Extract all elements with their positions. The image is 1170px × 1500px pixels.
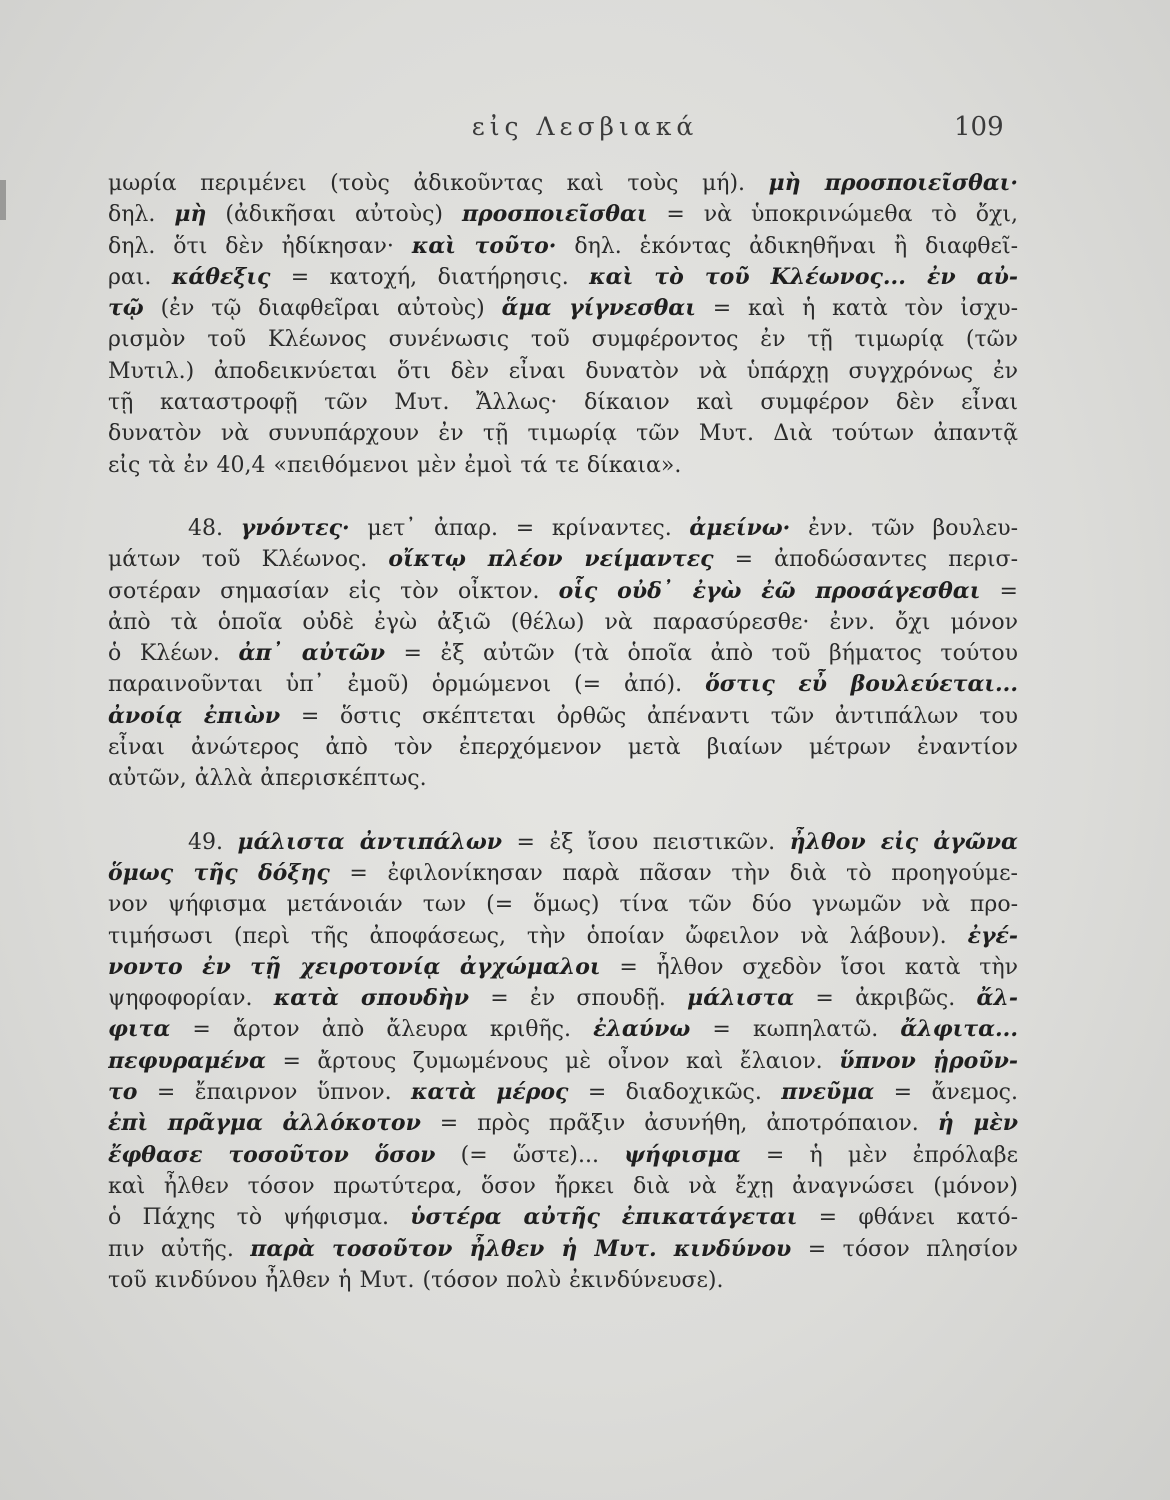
gloss-text: παραινοῦνται ὑπ᾽ ἐμοῦ) ὁρμώμενοι (= ἀπό). (108, 672, 706, 698)
gloss-text: τιμήσωσι (περὶ τῆς ἀποφάσεως, τὴν ὁποίαν ὤφειλον νὰ λάβουν). (108, 923, 968, 949)
text-line (108, 262, 1018, 293)
gloss-text: = πρὸς πρᾶξιν ἀσυνήθη, ἀποτρόπαιον. (420, 1111, 938, 1137)
text-line (108, 387, 1018, 418)
lemma-term: ἀμείνω· (689, 514, 791, 541)
gloss-text: = ἐν σπουδῇ. (469, 986, 688, 1012)
gloss-text: = νὰ ὑποκρινώμεθα τὸ ὄχι, (647, 202, 1018, 228)
text-line (108, 324, 1018, 355)
text-line (108, 418, 1018, 449)
lemma-term: προσποιεῖσθαι (461, 201, 648, 228)
lemma-term: καὶ τὸ τοῦ Κλέωνος... ἐν αὐ- (589, 263, 1018, 290)
text-line (108, 293, 1018, 324)
text-line (108, 1202, 1018, 1233)
gloss-text: = κατοχή, διατήρησις. (270, 264, 590, 290)
text-line (108, 1014, 1018, 1045)
gloss-text: = ἄρτον ἀπὸ ἄλευρα κριθῆς. (170, 1017, 594, 1043)
gloss-text: (ἀδικῆσαι αὐτοὺς) (206, 202, 462, 228)
text-line (108, 952, 1018, 983)
lemma-term: ἔφθασε τοσοῦτον ὅσον (108, 1141, 436, 1168)
lemma-term: οἴκτῳ πλέον νείμαντες (388, 546, 714, 573)
gloss-text: εἰς τὰ ἐν 40,4 «πειθόμενοι μὲν ἐμοὶ τά τε δίκαια». (108, 452, 682, 478)
lemma-term: ἀπ᾽ αὐτῶν (238, 640, 385, 667)
gloss-text: ἐνν. τῶν βουλευ- (790, 515, 1018, 541)
gloss-text: δυνατὸν νὰ συνυπάρχουν ἐν τῇ τιμωρίᾳ τῶν Μυτ. Διὰ τούτων ἀπαντᾷ (108, 421, 1018, 447)
lemma-term: κάθεξις (171, 263, 271, 290)
text-line (108, 827, 1018, 858)
page-number: 109 (954, 112, 1004, 142)
lemma-term: κατὰ σπουδὴν (273, 985, 470, 1012)
text-line (108, 513, 1018, 544)
text-line (108, 638, 1018, 669)
text-line (108, 576, 1018, 607)
text-line (108, 168, 1018, 199)
lemma-term: ὅστις εὖ βουλεύεται... (705, 671, 1018, 698)
lemma-term: μάλιστα (687, 985, 795, 1012)
gloss-text: πιν αὐτῆς. (108, 1236, 251, 1262)
gloss-text: ψηφοφορίαν. (108, 986, 274, 1012)
text-line (108, 669, 1018, 700)
gloss-text: = ὅστις σκέπτεται ὀρθῶς ἀπέναντι τῶν ἀντιπάλων του (280, 703, 1018, 729)
gloss-text: = ἡ μὲν ἐπρόλαβε (740, 1142, 1018, 1168)
lemma-term: μάλιστα ἀντιπάλων (237, 828, 503, 855)
text-line (108, 701, 1018, 732)
lemma-term: πνεῦμα (781, 1079, 875, 1106)
gloss-text: μωρία περιμένει (τοὺς ἀδικοῦντας καὶ τοὺς μή). (108, 171, 769, 196)
gloss-text: ραι. (108, 264, 172, 290)
gloss-text: = ἄνεμος. (874, 1080, 1018, 1106)
text-line (108, 199, 1018, 230)
gloss-text: = ἄρτους ζυμωμένους μὲ οἶνον καὶ ἔλαιον. (265, 1048, 840, 1074)
gloss-text: μετ᾽ ἀπαρ. = κρίναντες. (349, 515, 690, 541)
lemma-term: ἐλαύνω (593, 1016, 691, 1043)
running-head: εἰς Λεσβιακά (471, 112, 699, 141)
lemma-term: καὶ τοῦτο· (411, 232, 557, 259)
gloss-text: = ἀποδώσαντες περισ- (713, 547, 1018, 573)
lemma-term: παρὰ τοσοῦτον ἦλθεν ἡ Μυτ. κινδύνου (250, 1235, 792, 1262)
lemma-term: κατὰ μέρος (411, 1079, 569, 1106)
lemma-term: ὅμως τῆς δόξης (108, 859, 330, 886)
gloss-text: μάτων τοῦ Κλέωνος. (108, 547, 389, 573)
lemma-term: ἐγέ- (967, 922, 1018, 949)
gloss-text: = διαδοχικῶς. (568, 1080, 782, 1106)
gloss-text: εἶναι ἀνώτερος ἀπὸ τὸν ἐπερχόμενον μετὰ βιαίων μέτρων ἐναντίον (108, 735, 1018, 761)
text-line (108, 1140, 1018, 1171)
text-line (108, 889, 1018, 920)
gloss-text: δηλ. ἑκόντας ἀδικηθῆναι ἢ διαφθεῖ- (556, 233, 1018, 259)
gloss-text: = ἐξ αὐτῶν (τὰ ὁποῖα ἀπὸ τοῦ βήματος τούτου (384, 641, 1018, 667)
lemma-term: ἄλφιτα... (900, 1016, 1018, 1043)
text-line (108, 1265, 1018, 1296)
lemma-term: το (108, 1079, 138, 1106)
gloss-text: 48. (188, 515, 241, 541)
text-line (108, 607, 1018, 638)
gloss-text: (= ὥστε)... (435, 1142, 625, 1168)
binding-edge-mark (0, 180, 6, 220)
lemma-term: ψήφισμα (624, 1141, 741, 1168)
gloss-text: = κωπηλατῶ. (690, 1017, 901, 1043)
commentary-body (108, 168, 1018, 1296)
text-line (108, 858, 1018, 889)
text-line (108, 356, 1018, 387)
text-line (108, 921, 1018, 952)
text-line (108, 1234, 1018, 1265)
gloss-text: = (980, 578, 1018, 604)
gloss-text: = ἐφιλονίκησαν παρὰ πᾶσαν τὴν διὰ τὸ προηγούμε- (329, 860, 1018, 886)
text-line (108, 763, 1018, 794)
gloss-text: = ἦλθον σχεδὸν ἴσοι κατὰ τὴν (600, 954, 1018, 980)
lemma-term: μὴ (174, 201, 207, 228)
gloss-text: = ἀκριβῶς. (794, 986, 977, 1012)
gloss-text: ὁ Κλέων. (108, 641, 239, 667)
lemma-term: ἦλθον εἰς ἀγῶνα (789, 828, 1018, 855)
text-line (108, 1046, 1018, 1077)
lemma-term: μὴ προσποιεῖσθαι· (768, 170, 1018, 196)
gloss-text: = καὶ ἡ κατὰ τὸν ἰσχυ- (695, 296, 1018, 322)
text-line (108, 231, 1018, 262)
text-line (108, 1171, 1018, 1202)
text-line (108, 450, 1018, 481)
gloss-text: νον ψήφισμα μετάνοιάν των (= ὅμως) τίνα τῶν δύο γνωμῶν νὰ προ- (108, 892, 1018, 918)
lemma-term: πεφυραμένα (108, 1047, 266, 1074)
gloss-text: = ἔπαιρνον ὕπνον. (137, 1080, 412, 1106)
gloss-text: = τόσον πλησίον (791, 1236, 1018, 1262)
lemma-term: γνόντες· (240, 514, 350, 541)
lemma-term: φιτα (108, 1016, 171, 1043)
gloss-text: = φθάνει κατό- (797, 1205, 1018, 1231)
text-line (108, 1108, 1018, 1139)
gloss-text: (ἐν τῷ διαφθεῖραι αὐτοὺς) (143, 296, 502, 322)
lemma-term: νοντο ἐν τῇ χειροτονίᾳ ἀγχώμαλοι (108, 953, 601, 980)
text-line (108, 732, 1018, 763)
text-line (108, 544, 1018, 575)
lemma-term: ἐπὶ πρᾶγμα ἀλλόκοτον (108, 1110, 421, 1137)
lemma-term: ἀνοίᾳ ἐπιὼν (108, 702, 281, 729)
lemma-term: τῷ (108, 295, 144, 322)
gloss-text: αὐτῶν, ἀλλὰ ἀπερισκέπτως. (108, 766, 427, 792)
lemma-term: οἷς οὐδ᾽ ἐγὼ ἐῶ προσάγεσθαι (558, 577, 981, 604)
lemma-term: ἄλ- (976, 985, 1018, 1012)
gloss-text: δηλ. (108, 202, 175, 228)
gloss-text: τῇ καταστροφῇ τῶν Μυτ. Ἄλλως· δίκαιον καὶ συμφέρον δὲν εἶναι (108, 390, 1018, 416)
lemma-term: ἡ μὲν (937, 1110, 1018, 1137)
gloss-text: καὶ ἦλθεν τόσον πρωτύτερα, ὅσον ἤρκει διὰ νὰ ἔχῃ ἀναγνώσει (μόνον) (108, 1173, 1018, 1199)
gloss-text: = ἐξ ἴσου πειστικῶν. (502, 829, 790, 855)
gloss-text: 49. (188, 829, 238, 855)
gloss-text: σοτέραν σημασίαν εἰς τὸν οἶκτον. (108, 578, 559, 604)
lemma-term: ὕπνον ᾑροῦν- (839, 1047, 1018, 1074)
gloss-text: ὁ Πάχης τὸ ψήφισμα. (108, 1205, 411, 1231)
lemma-term: ἅμα γίγνεσθαι (501, 295, 696, 322)
lemma-term: ὑστέρα αὐτῆς ἐπικατάγεται (410, 1204, 798, 1231)
text-line (108, 1077, 1018, 1108)
gloss-text: Μυτιλ.) ἀποδεικνύεται ὅτι δὲν εἶναι δυνατὸν νὰ ὑπάρχῃ συγχρόνως ἐν (108, 358, 1018, 384)
gloss-text: ρισμὸν τοῦ Κλέωνος συνένωσις τοῦ συμφέροντος ἐν τῇ τιμωρίᾳ (τῶν (108, 327, 1018, 353)
text-line (108, 983, 1018, 1014)
gloss-text: δηλ. ὅτι δὲν ἠδίκησαν· (108, 233, 412, 259)
gloss-text: ἀπὸ τὰ ὁποῖα οὐδὲ ἐγὼ ἀξιῶ (θέλω) νὰ παρασύρεσθε· ἐνν. ὄχι μόνον (108, 609, 1018, 635)
gloss-text: τοῦ κινδύνου ἦλθεν ἡ Μυτ. (τόσον πολὺ ἐκινδύνευσε). (108, 1267, 724, 1293)
